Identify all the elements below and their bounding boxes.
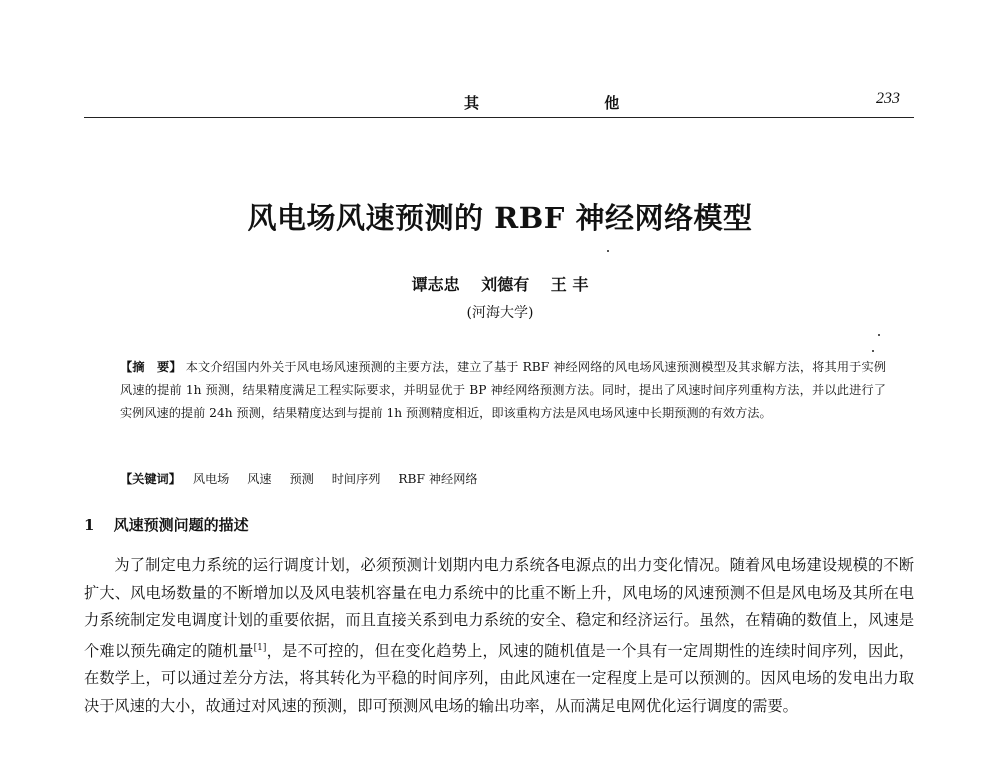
- citation-ref: [1]: [253, 642, 267, 653]
- keyword: 时间序列: [331, 472, 381, 486]
- running-header: [84, 86, 914, 116]
- scan-speck: [607, 250, 609, 252]
- page-number: 233: [876, 90, 900, 107]
- affiliation: (河海大学): [466, 305, 534, 321]
- author: 谭志忠: [411, 275, 460, 294]
- scan-speck: [872, 350, 874, 352]
- header-rule: [84, 117, 914, 118]
- section-heading: [84, 514, 249, 535]
- keyword: 风电场: [192, 472, 230, 486]
- abstract: [120, 356, 886, 425]
- section-number: 1: [84, 516, 95, 534]
- scan-speck: [878, 334, 880, 336]
- running-header-section: 其 他: [464, 94, 680, 112]
- keyword: RBF 神经网络: [398, 472, 478, 486]
- author-list: [0, 272, 1000, 295]
- keywords-label: 【关键词】: [120, 472, 181, 486]
- body-paragraph: [84, 552, 914, 720]
- abstract-label: 【摘 要】: [120, 360, 182, 374]
- abstract-text: 本文介绍国内外关于风电场风速预测的主要方法，建立了基于 RBF 神经网络的风电场风速预测模型及其求解方法，将其用于实例风速的提前 1h 预测，结果精度满足工程实际要求，并明显优于 BP 神经网络预测方法。同时，提出了风速时间序列重构方法，并以此进行了实例风速的提前 24h 预测，结果精度达到与提前 1h 预测精度相近，即该重构方法是风电场风速中长期预测的有效方法。: [120, 360, 887, 420]
- section-title: 风速预测问题的描述: [113, 516, 249, 534]
- paper-title: 风电场风速预测的 RBF 神经网络模型: [247, 201, 753, 235]
- author: 王 丰: [550, 275, 589, 294]
- keywords: [120, 470, 886, 487]
- keyword: 预测: [289, 472, 314, 486]
- body-text: ，是不可控的，但在变化趋势上，风速的随机值是一个具有一定周期性的连续时间序列，因此，在数学上，可以通过差分方法，将其转化为平稳的时间序列，由此风速在一定程度上是可以预测的。因风电场的发电出力取决于风速的大小，故通过对风速的预测，即可预测风电场的输出功率，从而满足电网优化运行调度的需要。: [84, 641, 915, 715]
- author: 刘德有: [481, 275, 530, 294]
- body-text: 为了制定电力系统的运行调度计划，必须预测计划期内电力系统各电源点的出力变化情况。随着风电场建设规模的不断扩大、风电场数量的不断增加以及风电装机容量在电力系统中的比重不断上升，风电场的风速预测不但是风电场及其所在电力系统制定发电调度计划的重要依据，而且直接关系到电力系统的安全、稳定和经济运行。虽然，在精确的数值上，风速是个难以预先确定的随机量: [84, 556, 914, 660]
- keyword: 风速: [247, 472, 272, 486]
